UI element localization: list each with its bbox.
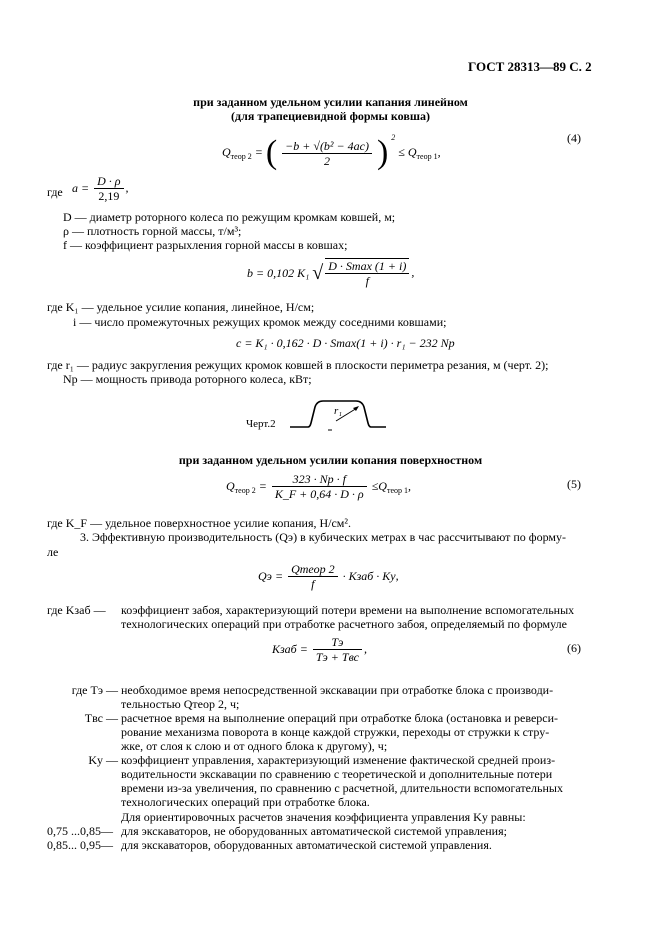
orientation-note: Для ориентировочных расчетов значения коэффициента управления Kу равны:: [121, 810, 526, 824]
standard-header: ГОСТ 28313—89 С. 2: [468, 59, 592, 74]
section-heading-linear: при заданном удельном усилии капания линейном: [193, 95, 468, 109]
equation-a: a = $\frac{D \cdot \rho}{2,19}$ ,: [72, 174, 129, 203]
equation-6: Kзаб = $\frac{Tэ}{\text{Tэ + Tвс}}$ ,: [272, 635, 367, 664]
range-1: 0,75 ...0,85—: [47, 824, 113, 838]
def-kzab-term: где Kзаб —: [47, 603, 106, 617]
def-d: D — диаметр роторного колеса по режущим кромкам ковшей, м;: [63, 210, 396, 224]
def-i: i — число промежуточных режущих кромок между соседними ковшами;: [73, 315, 447, 329]
def-ky-term: Kу —: [88, 753, 118, 767]
def-tvs-line-3: жке, от слоя к слою и от одного блока к другому), ч;: [121, 739, 388, 753]
def-tvs-line-2: рование механизма поворота в конце каждой стружки, переходы от стружки к стру-: [121, 725, 550, 739]
def-ky-line-2: водительности экскавации по сравнению с теоретической и дополнительные потери: [121, 767, 553, 781]
def-f: f — коэффициент разрыхления горной массы в ковшах;: [63, 238, 348, 252]
range-2-text: для экскаваторов, оборудованных автоматической системой управления.: [121, 838, 492, 852]
range-2: 0,85... 0,95—: [47, 838, 113, 852]
equation-qe: Qэ = $\frac{\text{Qтеор 2}}{f}$ · Kзаб · Kу,: [258, 562, 399, 591]
def-np: Nр — мощность привода роторного колеса, кВт;: [63, 372, 312, 386]
def-kf: где K_F — удельное поверхностное усилие копания, Н/см².: [47, 516, 351, 530]
where-label: где: [47, 185, 63, 199]
para-3-line-1: 3. Эффективную производительность (Qэ) в кубических метрах в час рассчитывают по форму-: [80, 530, 566, 544]
section-heading-trapezoid: (для трапециевидной формы ковша): [231, 109, 430, 123]
def-kzab-line-2: технологических операций при отработке расчетного забоя, определяемый по формуле: [121, 617, 567, 631]
equation-6-number: (6): [567, 641, 581, 655]
section-heading-surface: при заданном удельном усилии копания поверхностном: [178, 453, 483, 467]
equation-5: $Q_{теор 2}$ = $\frac{323 \cdot Nр \cdot f}{K\_F + 0,64 \cdot D \cdot \rho}$ $\le Q_{теор 1}$,: [226, 472, 411, 501]
def-ky-line-1: коэффициент управления, характеризующий изменение фактической средней произ-: [121, 753, 556, 767]
def-kzab-line-1: коэффициент забоя, характеризующий потери времени на выполнение вспомогательных: [121, 603, 575, 617]
def-r1: где r₁ — радиус закругления режущих кромок ковшей в плоскости периметра резания, м (черт. 2);: [47, 358, 549, 372]
def-te-line-2: тельностью Qтеор 2, ч;: [121, 697, 240, 711]
equation-4-number: (4): [567, 131, 581, 145]
equation-4: $Q_{теор 2}$ = ( $\frac{\text{−b + √(b² − 4ac)}}{2}$ ) $^2 \le Q_{теор 1}$,: [222, 133, 441, 172]
equation-b: b = 0,102 K₁ √ $\frac{D \cdot Smax (1 + i)}{f}$ ,: [247, 259, 415, 288]
equation-5-number: (5): [567, 477, 581, 491]
def-ky-line-3: времени из-за увеличения, по сравнению с расчетной, длительности вспомогательных: [121, 781, 563, 795]
def-ky-line-4: технологических операций при отработке блока.: [121, 795, 370, 809]
def-te-term: где Tэ —: [71, 683, 118, 697]
def-tvs-line-1: расчетное время на выполнение операций при отработке блока (остановка и реверси-: [121, 711, 559, 725]
range-1-text: для экскаваторов, не оборудованных автоматической системой управления;: [121, 824, 507, 838]
para-3-line-2: ле: [47, 545, 59, 559]
figure-caption: Черт.2: [246, 418, 276, 430]
def-tvs-term: Tвс —: [84, 711, 118, 725]
def-te-line-1: необходимое время непосредственной экскавации при отработке блока с производи-: [121, 683, 554, 697]
def-rho: ρ — плотность горной массы, т/м³;: [63, 224, 242, 238]
figure-label-r1: r₁: [334, 405, 343, 417]
def-k1: где K₁ — удельное усилие копания, линейное, Н/см;: [47, 300, 315, 314]
equation-c: c = K₁ · 0,162 · D · Smax(1 + i) · r₁ − 232 Nр: [236, 336, 455, 350]
